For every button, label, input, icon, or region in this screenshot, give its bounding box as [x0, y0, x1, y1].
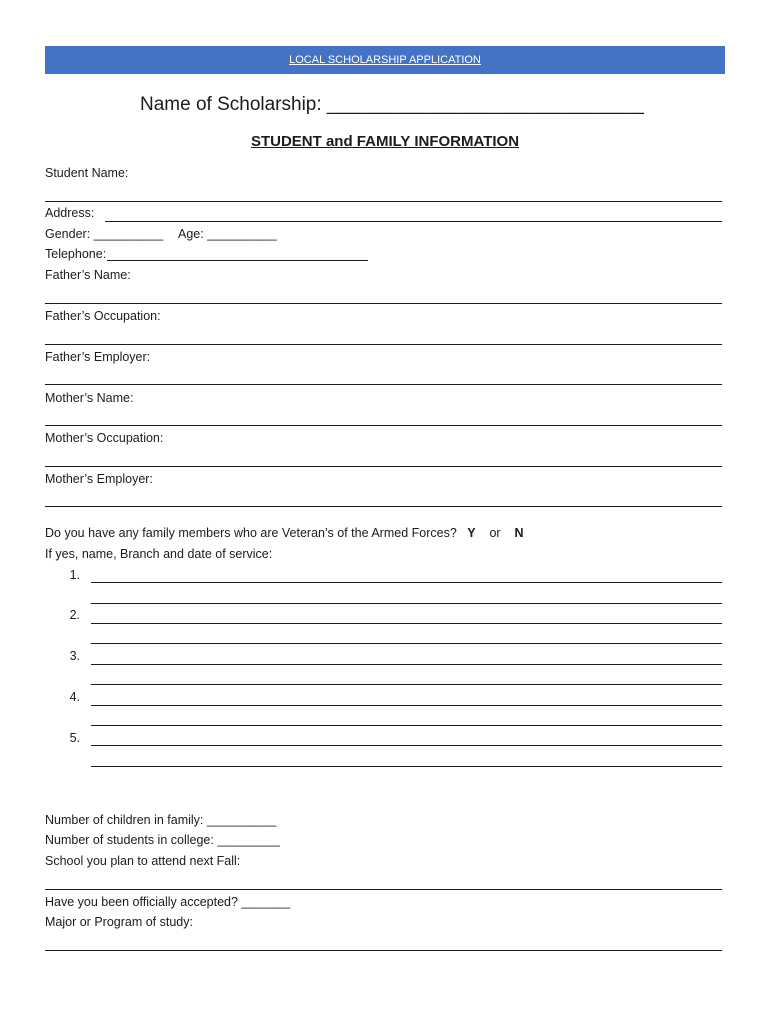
- mother-employer-label: Mother’s Employer:: [45, 472, 153, 486]
- veteran-question: [45, 526, 524, 540]
- mother-occupation-label: Mother’s Occupation:: [45, 431, 164, 445]
- mother-name-field[interactable]: [45, 425, 722, 426]
- address-label: Address:: [45, 206, 95, 220]
- scholarship-name-label: Name of Scholarship: ______________________________: [140, 94, 644, 115]
- veteran-item-4-field[interactable]: [91, 705, 722, 706]
- veteran-item-5-field-line2[interactable]: [91, 766, 722, 767]
- accepted-label: Have you been officially accepted? _______: [45, 895, 291, 909]
- school-plan-field[interactable]: [45, 889, 722, 890]
- children-count-label: Number of children in family: __________: [45, 813, 277, 827]
- father-name-field[interactable]: [45, 303, 722, 304]
- veteran-item-1-field[interactable]: [91, 582, 722, 583]
- veteran-followup: If yes, name, Branch and date of service:: [45, 547, 273, 561]
- veteran-item-number: 1.: [69, 568, 80, 582]
- father-occupation-field[interactable]: [45, 344, 722, 345]
- major-field[interactable]: [45, 950, 722, 951]
- section-title: STUDENT and FAMILY INFORMATION: [250, 133, 520, 150]
- form-banner: LOCAL SCHOLARSHIP APPLICATION: [45, 46, 725, 74]
- major-label: Major or Program of study:: [45, 915, 193, 929]
- veteran-item-number: 2.: [69, 608, 80, 622]
- father-occupation-label: Father’s Occupation:: [45, 309, 161, 323]
- student-name-label: Student Name:: [45, 166, 129, 180]
- student-name-field[interactable]: [45, 201, 722, 202]
- school-plan-label: School you plan to attend next Fall:: [45, 854, 241, 868]
- veteran-item-number: 5.: [69, 731, 80, 745]
- veteran-item-3-field-line2[interactable]: [91, 684, 722, 685]
- telephone-label: Telephone:: [45, 247, 107, 261]
- telephone-field[interactable]: [107, 260, 368, 261]
- address-field[interactable]: [105, 221, 722, 222]
- veteran-item-2-field-line2[interactable]: [91, 643, 722, 644]
- veteran-or-text: or: [489, 526, 501, 540]
- gender-label: Gender: __________: [45, 227, 164, 241]
- veteran-item-number: 4.: [69, 690, 80, 704]
- veteran-item-5-field[interactable]: [91, 745, 722, 746]
- college-students-label: Number of students in college: _________: [45, 833, 280, 847]
- veteran-item-3-field[interactable]: [91, 664, 722, 665]
- father-employer-label: Father’s Employer:: [45, 350, 151, 364]
- veteran-no-option[interactable]: N: [514, 526, 524, 540]
- veteran-item-4-field-line2[interactable]: [91, 725, 722, 726]
- mother-occupation-field[interactable]: [45, 466, 722, 467]
- veteran-item-1-field-line2[interactable]: [91, 603, 722, 604]
- veteran-question-text: Do you have any family members who are Veteran’s of the Armed Forces?: [45, 526, 457, 540]
- veteran-item-number: 3.: [69, 649, 80, 663]
- mother-name-label: Mother’s Name:: [45, 391, 134, 405]
- veteran-item-2-field[interactable]: [91, 623, 722, 624]
- age-label: Age: __________: [178, 227, 277, 241]
- veteran-yes-option[interactable]: Y: [467, 526, 476, 540]
- father-name-label: Father’s Name:: [45, 268, 131, 282]
- mother-employer-field[interactable]: [45, 506, 722, 507]
- father-employer-field[interactable]: [45, 384, 722, 385]
